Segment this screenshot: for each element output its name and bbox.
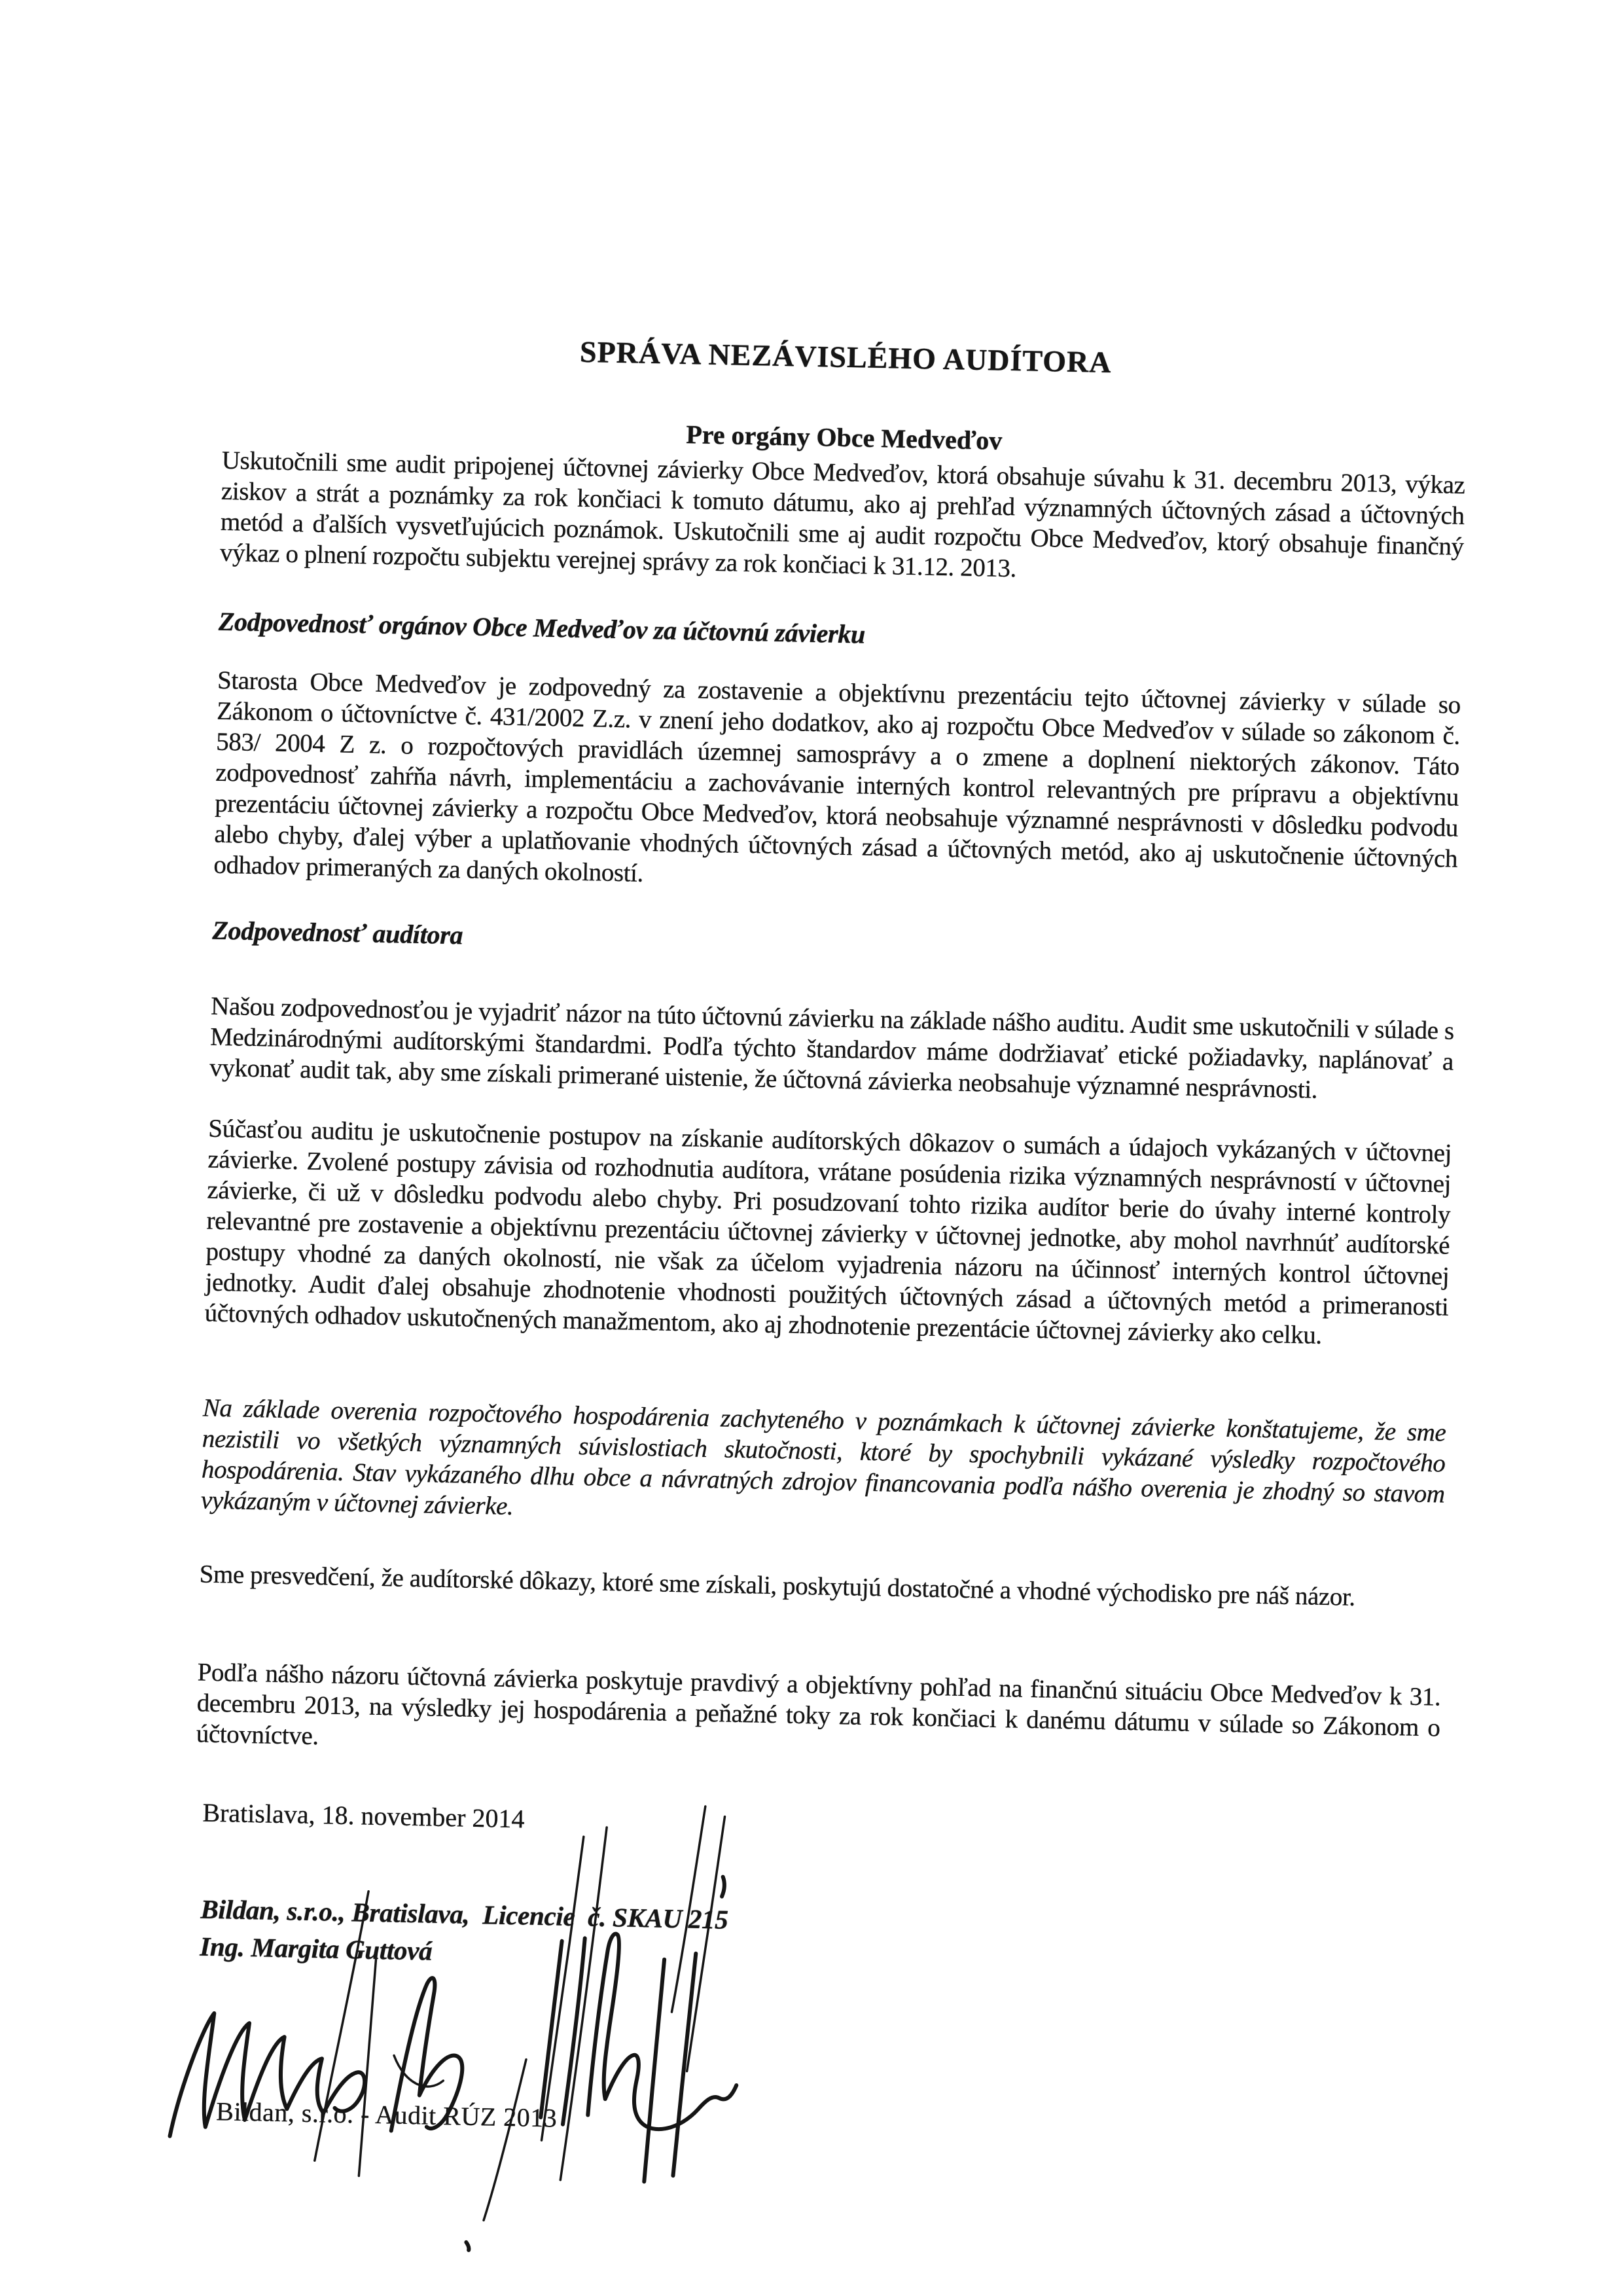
- pen-stroke-signature2-tall-1: [541, 1941, 562, 2117]
- intro-paragraph: Uskutočnili sme audit pripojenej účtovnej závierky Obce Medveďov, ktorá obsahuje súvahu k 31. decembru 2013, výkaz ziskov a strát a poznámky za rok končiaci k tomuto dátumu, ako aj prehľad významných účtovných zásad a účtovných metód a ďalších vysvetľujúcich poznámok. Uskutočnili sme aj audit rozpočtu Obce Medveďov, ktorý obsahuje finančný výkaz o plnení rozpočtu subjektu verejnej správy za rok končiaci k 31.12. 2013.: [219, 446, 1465, 583]
- signature-company-line: Bildan, s.r.o., Bratislava, Licencie č. SKAU 215: [200, 1893, 728, 1935]
- section-heading-management-responsibility: Zodpovednosť orgánov Obce Medveďov za účtovnú závierku: [218, 606, 866, 649]
- opinion-paragraph: Podľa nášho názoru účtovná závierka poskytuje pravdivý a objektívny pohľad na finančnú situáciu Obce Medveďov k 31. decembru 2013, na výsledky jej hospodárenia a peňažné toky za rok končiaci k danému dátumu v súlade so Zákonom o účtovníctve.: [196, 1658, 1441, 1751]
- section-heading-auditor-responsibility: Zodpovednosť audítora: [212, 915, 463, 950]
- pen-dot: [466, 2242, 469, 2250]
- pen-stroke-through-215-2: [687, 1816, 725, 2072]
- pen-stroke-slash-2: [359, 1954, 376, 2176]
- pen-stroke-scribble-1: [170, 2013, 366, 2140]
- pen-stroke-slash-1: [315, 1890, 368, 2161]
- management-responsibility-paragraph: Starosta Obce Medveďov je zodpovedný za zostavenie a objektívnu prezentáciu tejto účtovnej závierky v súlade so Zákonom o účtovníctve č. 431/2002 Z.z. v znení jeho dodatkov, ako aj rozpočtu Obce Medveďov v súlade so zákonom č. 583/ 2004 Z z. o rozpočtových pravidlách územnej samosprávy a o zmene a doplnení niektorých zákonov. Táto zodpovednosť zahŕňa návrh, implementáciu a zachovávanie interných kontrol relevantných pre prípravu a objektívnu prezentáciu účtovnej závierky a rozpočtu Obce Medveďov, ktorá neobsahuje významné nesprávnosti v dôsledku podvodu alebo chyby, ďalej výber a uplatňovanie vhodných účtovných zásad a účtovných metód, ako aj uskutočnenie účtovných odhadov primeraných za daných okolností.: [213, 666, 1461, 888]
- report-subtitle: Pre orgány Obce Medveďov: [685, 420, 1003, 456]
- handwritten-signature: [126, 1753, 870, 2296]
- pen-stroke-stamp-slash: [484, 2058, 526, 2221]
- auditor-scope-paragraph: Našou zodpovednosťou je vyjadriť názor na túto účtovnú závierku na základe nášho auditu. Audit sme uskutočnili v súlade s Medzinárodnými audítorskými štandardmi. Podľa týchto štandardov máme dodržiavať etické požiadavky, naplánovať a vykonať audit tak, aby sme získali primerané uistenie, že účtovná závierka neobsahuje významné nesprávnosti.: [209, 992, 1455, 1104]
- budget-verification-paragraph: Na základe overenia rozpočtového hospodárenia zachyteného v poznámkach k účtovnej závierke konštatujeme, že sme nezistili vo všetkých významných súvislostiach skutočnosti, ktoré by spochybnili vykázané výsledky rozpočtového hospodárenia. Stav vykázaného dlhu obce a návratných zdrojov financovania podľa nášho overenia je zhodný so stavom vykázaným v účtovnej závierke.: [200, 1393, 1446, 1521]
- pen-stroke-scribble-2: [391, 1977, 464, 2132]
- pen-stroke-signature2-flourish-1: [644, 1959, 664, 2181]
- report-title: SPRÁVA NEZÁVISLÉHO AUDÍTORA: [579, 334, 1113, 380]
- pen-mark-apostrophe: [722, 1877, 724, 1897]
- date-line: Bratislava, 18. november 2014: [202, 1797, 525, 1834]
- audit-evidence-paragraph: Sme presvedčení, že audítorské dôkazy, ktoré sme získali, poskytujú dostatočné a vhodné východisko pre náš názor.: [199, 1560, 1356, 1611]
- audit-procedures-paragraph: Súčasťou auditu je uskutočnenie postupov na získanie audítorských dôkazov o sumách a údajoch vykázaných v účtovnej závierke. Zvolené postupy závisia od rozhodnutia audítora, vrátane posúdenia rizika významných nesprávností v účtovnej závierke, či už v dôsledku podvodu alebo chyby. Pri posudzovaní tohto rizika audítor berie do úvahy interné kontroly relevantné pre zostavenie a objektívnu prezentáciu účtovnej závierky v účtovnej jednotke, aby mohol navrhnúť audítorské postupy vhodné za daných okolností, nie však za účelom vyjadrenia názoru na účinnosť interných kontrol účtovnej jednotky. Audit ďalej obsahuje zhodnotenie vhodnosti použitých účtovných zásad a účtovných metód a primeranosti účtovných odhadov uskutočnených manažmentom, ako aj zhodnotenie prezentácie účtovnej závierky ako celku.: [204, 1114, 1452, 1350]
- signature-auditor-name: Ing. Margita Guttová: [199, 1931, 433, 1966]
- stamp-line: Bildan, s.r.o. - Audit RÚZ 2013: [215, 2096, 558, 2133]
- pen-stroke-through-licencie-1: [542, 1836, 584, 2141]
